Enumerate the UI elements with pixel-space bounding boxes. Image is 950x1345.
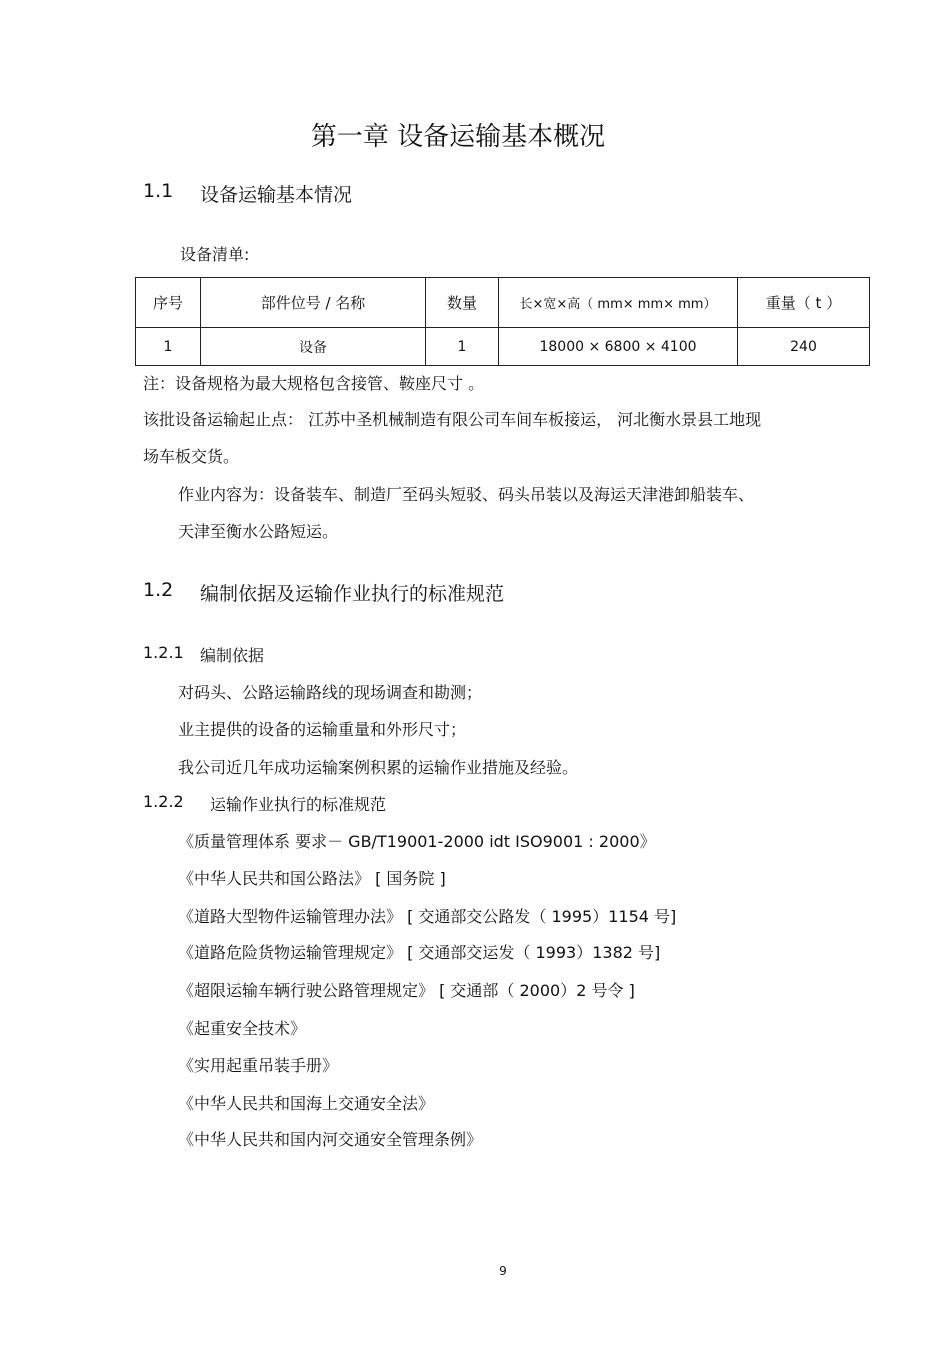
route-line-1: 该批设备运输起止点： 江苏中圣机械制造有限公司车间车板接运， 河北衡水景县工地现 [143,410,762,429]
chapter-title: 第一章 设备运输基本概况 [310,122,606,152]
scope-line-2: 天津至衡水公路短运。 [178,522,339,541]
section-1-1-number: 1.1 [143,180,174,202]
section-1-2-1-number: 1.2.1 [143,643,184,662]
standard-item: 《质量管理体系 要求－ GB/T19001-2000 idt ISO9001 : 2000》 [178,832,656,851]
table-row [136,328,870,366]
scope-line-1: 作业内容为：设备装车、制造厂至码头短驳、码头吊装以及海运天津港卸船装车、 [178,485,755,504]
basis-item: 业主提供的设备的运输重量和外形尺寸； [178,720,467,739]
table-note: 注：设备规格为最大规格包含接管、鞍座尺寸 。 [143,374,485,393]
table-cell: 1 [426,328,499,366]
basis-item: 我公司近几年成功运输案例积累的运输作业措施及经验。 [178,758,579,777]
table-header-cell: 长×宽×高（ mm× mm× mm） [499,278,738,328]
table-header-cell: 重量（ t ） [738,278,870,328]
standard-item: 《起重安全技术》 [178,1019,307,1038]
table-header-cell: 数量 [426,278,499,328]
page-number: 9 [499,1264,507,1278]
standard-item: 《道路大型物件运输管理办法》 [ 交通部交公路发（ 1995）1154 号] [178,907,677,926]
route-line-2: 场车板交货。 [143,447,240,466]
section-1-1-title: 设备运输基本情况 [200,184,353,206]
section-1-2-1-title: 编制依据 [200,646,265,665]
table-header-cell: 序号 [136,278,201,328]
equipment-list-label: 设备清单: [180,245,250,264]
section-1-2-2-number: 1.2.2 [143,792,184,811]
table-cell: 240 [738,328,870,366]
table-cell: 1 [136,328,201,366]
standard-item: 《超限运输车辆行驶公路管理规定》 [ 交通部（ 2000）2 号令 ] [178,981,635,1000]
equipment-table [135,277,870,366]
standard-item: 《中华人民共和国公路法》 [ 国务院 ] [178,869,446,888]
standard-item: 《中华人民共和国内河交通安全管理条例》 [178,1130,483,1149]
section-1-2-number: 1.2 [143,579,174,601]
table-cell: 设备 [201,328,426,366]
standard-item: 《中华人民共和国海上交通安全法》 [178,1094,435,1113]
standard-item: 《实用起重吊装手册》 [178,1056,339,1075]
basis-item: 对码头、公路运输路线的现场调查和勘测； [178,683,483,702]
standard-item: 《道路危险货物运输管理规定》 [ 交通部交运发（ 1993）1382 号] [178,943,661,962]
table-cell: 18000 × 6800 × 4100 [499,328,738,366]
table-header-cell: 部件位号 / 名称 [201,278,426,328]
section-1-2-2-title: 运输作业执行的标准规范 [210,795,387,814]
section-1-2-title: 编制依据及运输作业执行的标准规范 [200,583,505,605]
table-header-row [136,278,870,328]
